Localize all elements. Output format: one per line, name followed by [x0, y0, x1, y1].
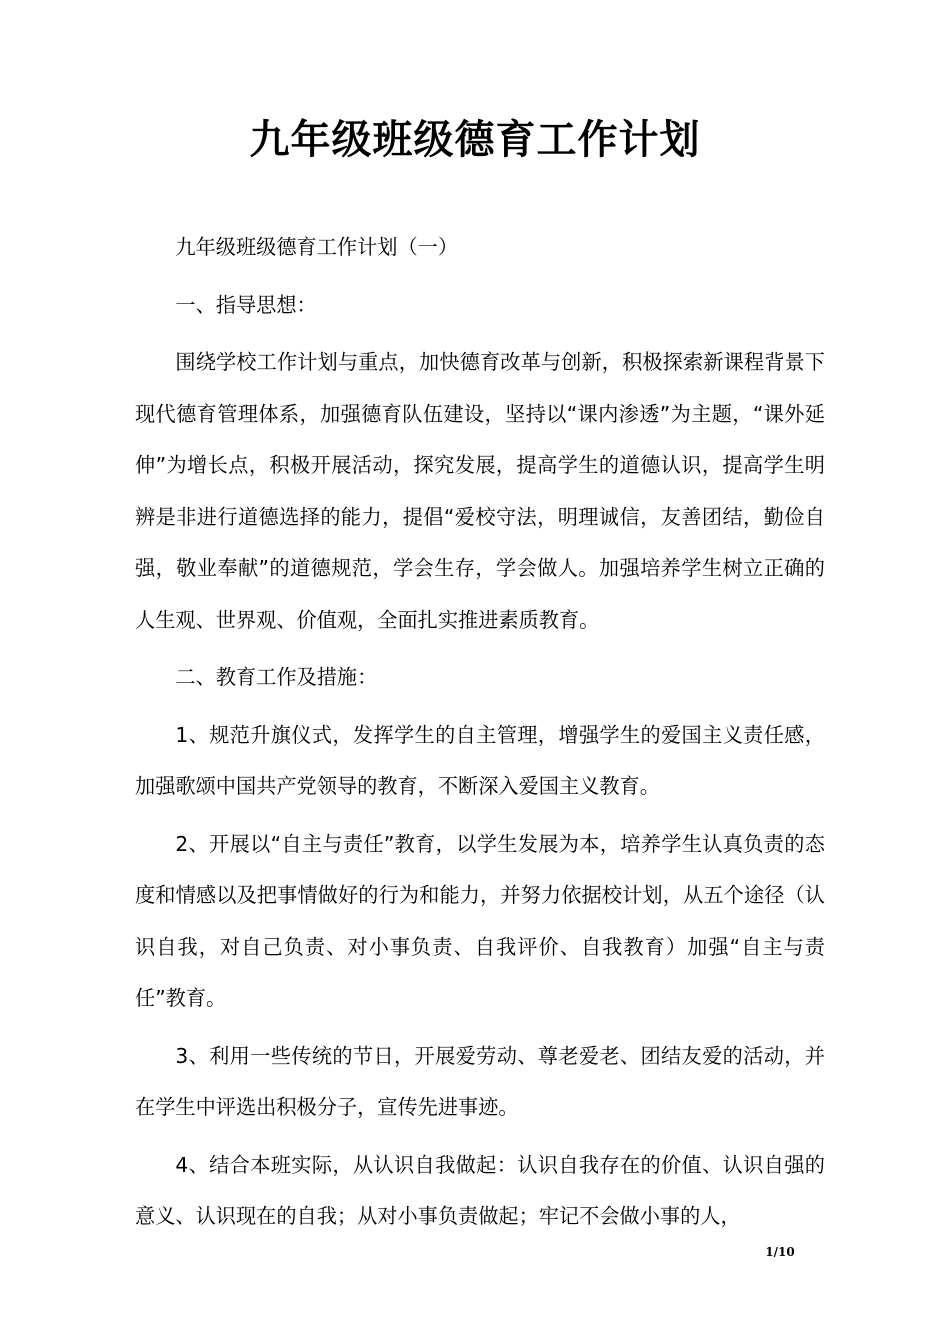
section-heading-education-measures: 二、教育工作及措施： [175, 665, 378, 689]
paragraph-measure-3: 3、利用一些传统的节日，开展爱劳动、尊老爱老、团结友爱的活动，并在学生中评选出积极分子，宣传先进事迹。 [135, 1043, 825, 1119]
paragraph-measure-4: 4、结合本班实际，从认识自我做起：认识自我存在的价值、认识自强的意义、认识现在的自我；从对小事负责做起；牢记不会做小事的人， [135, 1152, 825, 1228]
paragraph-measure-2: 2、开展以“自主与责任”教育，以学生发展为本，培养学生认真负责的态度和情感以及把事情做好的行为和能力，并努力依据校计划，从五个途径（认识自我，对自己负责、对小事负责、自我评价、自我教育）加强“自主与责任”教育。 [135, 831, 825, 1010]
paragraph-measure-1: 1、规范升旗仪式，发挥学生的自主管理，增强学生的爱国主义责任感，加强歌颂中国共产党领导的教育，不断深入爱国主义教育。 [135, 722, 825, 798]
document-title: 九年级班级德育工作计划 [249, 117, 701, 163]
paragraph-guiding-ideology: 围绕学校工作计划与重点，加快德育改革与创新，积极探索新课程背景下现代德育管理体系，加强德育队伍建设，坚持以“课内渗透”为主题，“课外延伸”为增长点，积极开展活动，探究发展，提高学生的道德认识，提高学生明辨是非进行道德选择的能力，提倡“爱校守法，明理诚信，友善团结，勤俭自强，敬业奉献”的道德规范，学会生存，学会做人。加强培养学生树立正确的人生观、世界观、价值观，全面扎实推进素质教育。 [135, 350, 825, 632]
document-body [135, 222, 825, 1243]
section-heading-plan-one: 九年级班级德育工作计划（一） [175, 235, 459, 259]
page-number: 1/10 [765, 1245, 795, 1259]
section-heading-guiding-ideology: 一、指导思想： [175, 292, 317, 317]
